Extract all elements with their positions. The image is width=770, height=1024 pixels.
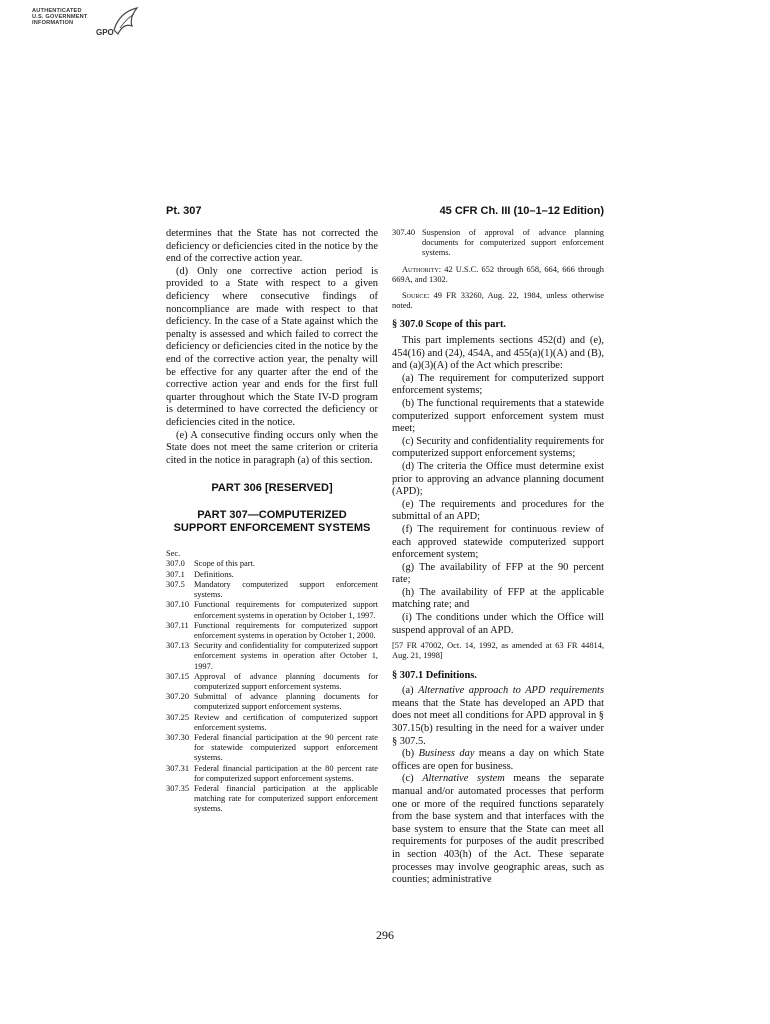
toc-row-text: Federal financial participation at the 90 percent rate for statewide computerized support enforcement systems. bbox=[194, 732, 378, 763]
section-307-0-i: (i) The conditions under which the Office will suspend approval of an APD. bbox=[392, 612, 604, 636]
toc-row bbox=[166, 692, 378, 712]
toc-row-number: 307.0 bbox=[166, 559, 185, 569]
definition-a-term: Alternative approach to APD requirements bbox=[418, 685, 604, 697]
eagle-icon bbox=[110, 6, 140, 40]
definition-a bbox=[392, 685, 604, 748]
section-307-1-title: § 307.1 Definitions. bbox=[392, 669, 477, 681]
definition-c-text: means the separate manual and/or automated processes that perform one or more of the required functions separately from the base system and that interfaces with the base system to ensure that the State can meet all requirements for purposes of the audit prescribed in section 403(h) of the Act. These separate processes may involve geographic areas, such as counties; administrative bbox=[392, 773, 604, 886]
toc-row bbox=[166, 570, 378, 580]
running-header-part: Pt. 307 bbox=[166, 205, 202, 217]
section-307-0-intro: This part implements sections 452(d) and (e), 454(16) and (24), 454A, and 455(a)(1)(A) and (B), and (a)(3)(A) of the Act which prescribe: bbox=[392, 335, 604, 372]
left-column bbox=[166, 228, 378, 815]
toc-row-number: 307.13 bbox=[166, 641, 190, 651]
toc-row-number: 307.20 bbox=[166, 692, 190, 702]
authority-label: Authority: bbox=[402, 264, 442, 274]
toc-row-number: 307.35 bbox=[166, 783, 190, 793]
toc-row bbox=[166, 713, 378, 733]
toc-row bbox=[166, 764, 378, 784]
toc-row bbox=[166, 784, 378, 815]
part-307-heading-line-2: SUPPORT ENFORCEMENT SYSTEMS bbox=[173, 522, 371, 535]
source-label: Source: bbox=[402, 291, 430, 301]
toc-row bbox=[166, 600, 378, 620]
toc-row-text: Functional requirements for computerized support enforcement systems in operation by October 1, 1997. bbox=[194, 600, 378, 620]
toc-row bbox=[166, 580, 378, 600]
definition-c-label: (c) bbox=[402, 773, 423, 785]
section-307-0-c: (c) Security and confidentiality requirements for computerized support enforcement systems; bbox=[392, 435, 604, 460]
definition-b-text: means a day on which State offices are open for business. bbox=[392, 748, 604, 772]
toc-row-number: 307.30 bbox=[166, 732, 190, 742]
toc-row-number: 307.15 bbox=[166, 671, 190, 681]
running-header-title: 45 CFR Ch. III (10–1–12 Edition) bbox=[439, 205, 604, 217]
section-307-0-e: (e) The requirements and procedures for the submittal of an APD; bbox=[392, 498, 604, 523]
authority-note bbox=[392, 265, 604, 285]
toc-row-number: 307.11 bbox=[166, 620, 189, 630]
toc-row bbox=[166, 621, 378, 641]
page-number: 296 bbox=[376, 928, 394, 942]
toc-row-text: Federal financial participation at the 80 percent rate for computerized support enforcement systems. bbox=[194, 763, 378, 783]
toc-row-text: Mandatory computerized support enforcement systems. bbox=[194, 579, 378, 600]
seal-line-3: INFORMATION bbox=[32, 20, 74, 26]
paragraph-e: (e) A consecutive finding occurs only when the State does not meet the same criterion or criteria cited in the notice in paragraph (a) of this section. bbox=[166, 429, 378, 466]
toc-row-text: Functional requirements for computerized support enforcement systems in operation by October 1, 2000. bbox=[194, 620, 378, 640]
section-307-0-citation: [57 FR 47002, Oct. 14, 1992, as amended at 63 FR 44814, Aug. 21, 1998] bbox=[392, 641, 604, 661]
toc-row-text: Submittal of advance planning documents for computerized support enforcement systems. bbox=[194, 692, 378, 712]
table-of-contents bbox=[166, 549, 378, 814]
toc-row-number: 307.40 bbox=[392, 228, 416, 237]
toc-row-number: 307.31 bbox=[166, 763, 190, 773]
authority-text: 42 U.S.C. 652 through 658, 664, 666 through 669A, and 1302. bbox=[392, 264, 604, 284]
section-307-0-d: (d) The criteria the Office must determine exist prior to approving an advance planning document (APD); bbox=[392, 460, 604, 498]
toc-continued bbox=[392, 228, 604, 259]
right-column bbox=[392, 228, 604, 887]
toc-row-text: Federal financial participation at the applicable matching rate for computerized support enforcement systems. bbox=[194, 783, 378, 814]
toc-row bbox=[166, 559, 378, 569]
toc-row bbox=[166, 672, 378, 692]
toc-row-text: Security and confidentiality for computerized support enforcement systems in operation after October 1, 1997. bbox=[194, 641, 378, 671]
toc-row bbox=[166, 733, 378, 764]
paragraph-continued: determines that the State has not corrected the deficiency or deficiencies cited in the notice by the end of the corrective action year. bbox=[166, 228, 378, 265]
definition-b-term: Business day bbox=[418, 748, 475, 760]
toc-row-number: 307.1 bbox=[166, 569, 185, 579]
toc-row-number: 307.5 bbox=[166, 579, 185, 589]
toc-row-number: 307.10 bbox=[166, 600, 190, 610]
seal-line-2: U.S. GOVERNMENT bbox=[32, 14, 88, 20]
toc-row-text: Suspension of approval of advance planning documents for computerized support enforcement systems. bbox=[422, 228, 604, 258]
toc-row-text: Definitions. bbox=[194, 569, 234, 579]
source-text: 49 FR 33260, Aug. 22, 1984, unless otherwise noted. bbox=[392, 291, 605, 311]
part-307-heading-line-1: PART 307—COMPUTERIZED bbox=[197, 509, 347, 522]
definition-c bbox=[392, 773, 604, 886]
section-307-0-g: (g) The availability of FFP at the 90 percent rate; bbox=[392, 561, 604, 586]
definition-b bbox=[392, 748, 604, 773]
gpo-authentication-seal bbox=[22, 6, 142, 44]
section-307-0-f: (f) The requirement for continuous review of each approved statewide computerized support enforcement system; bbox=[392, 523, 604, 561]
toc-row-text: Review and certification of computerized support enforcement systems. bbox=[194, 712, 378, 732]
seal-line-1: AUTHENTICATED bbox=[32, 8, 82, 14]
toc-row-text: Approval of advance planning documents for computerized support enforcement systems. bbox=[194, 671, 378, 691]
toc-row-number: 307.25 bbox=[166, 712, 190, 722]
definition-a-text: means that the State has developed an APD that does not meet all conditions for APD approval in § 307.15(b) resulting in the need for a waiver under § 307.5. bbox=[392, 697, 604, 747]
definition-b-label: (b) bbox=[402, 748, 419, 760]
section-307-0-a: (a) The requirement for computerized support enforcement systems; bbox=[392, 372, 604, 397]
toc-sec-label: Sec. bbox=[166, 549, 181, 559]
section-307-0-h: (h) The availability of FFP at the applicable matching rate; and bbox=[392, 586, 604, 611]
definition-c-term: Alternative system bbox=[422, 773, 505, 785]
toc-row bbox=[166, 641, 378, 672]
part-306-heading: PART 306 [RESERVED] bbox=[211, 482, 333, 495]
section-307-0-b: (b) The functional requirements that a statewide computerized support enforcement system must meet; bbox=[392, 397, 604, 435]
paragraph-d: (d) Only one corrective action period is provided to a State with respect to a given deficiency where consecutive findings of noncompliance are made with respect to that deficiency. In the case of a State against which the penalty is assessed and which failed to correct the deficiency or deficiencies cited in the notice by the end of the corrective action year, the penalty will be effective for any quarter after the end of the corrective action year and ends for the first full quarter throughout which the State IV-D program is determined to have corrected the deficiency or deficiencies cited in the notice. bbox=[166, 265, 378, 428]
toc-row-text: Scope of this part. bbox=[194, 559, 255, 569]
definition-a-label: (a) bbox=[402, 685, 419, 697]
source-note bbox=[392, 291, 604, 311]
seal-gpo-mark: GPO bbox=[96, 28, 114, 37]
toc-row bbox=[392, 228, 604, 259]
section-307-0-title: § 307.0 Scope of this part. bbox=[392, 319, 507, 331]
